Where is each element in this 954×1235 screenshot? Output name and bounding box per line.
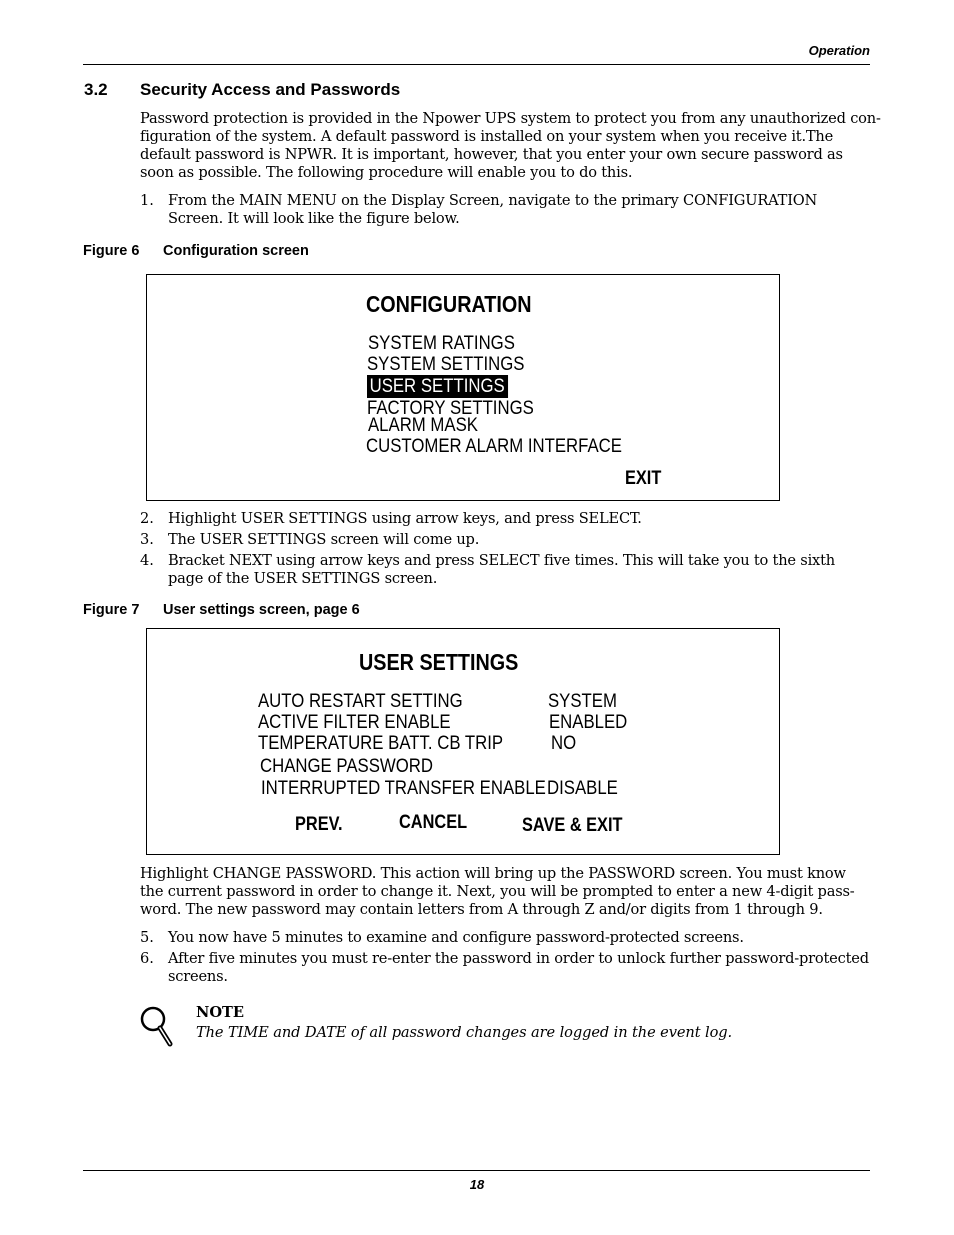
step-number: 6. bbox=[140, 950, 154, 967]
section-number: 3.2 bbox=[84, 80, 108, 99]
step-number: 5. bbox=[140, 929, 154, 946]
setting-temperature-batt-cb-trip[interactable]: TEMPERATURE BATT. CB TRIP bbox=[258, 732, 504, 754]
setting-value: SYSTEM bbox=[548, 690, 617, 712]
step-number: 1. bbox=[140, 192, 154, 209]
step-text bbox=[168, 950, 870, 986]
user-settings-screen bbox=[146, 628, 780, 855]
note-title: NOTE bbox=[196, 1004, 245, 1021]
menu-item-system-ratings[interactable]: SYSTEM RATINGS bbox=[368, 332, 515, 354]
save-exit-button[interactable]: SAVE & EXIT bbox=[522, 815, 623, 836]
header-rule bbox=[83, 64, 870, 65]
text-line: word. The new password may contain letters from A through Z and/or digits from 1 through 9. bbox=[140, 901, 823, 918]
note-text: The TIME and DATE of all password changes are logged in the event log. bbox=[196, 1024, 733, 1041]
screen-title: USER SETTINGS bbox=[359, 649, 519, 675]
configuration-screen bbox=[146, 274, 780, 501]
setting-active-filter[interactable]: ACTIVE FILTER ENABLE bbox=[258, 711, 451, 733]
figure-label: Figure 6 bbox=[83, 243, 140, 259]
step-text bbox=[168, 929, 870, 947]
section-title: Security Access and Passwords bbox=[140, 80, 401, 99]
cancel-button[interactable]: CANCEL bbox=[399, 812, 468, 833]
text-line: screens. bbox=[168, 968, 228, 985]
page-number: 18 bbox=[469, 1177, 485, 1192]
text-line: You now have 5 minutes to examine and configure password-protected screens. bbox=[168, 929, 744, 946]
footer-rule bbox=[83, 1170, 870, 1171]
menu-item-system-settings[interactable]: SYSTEM SETTINGS bbox=[367, 353, 525, 375]
text-line: After five minutes you must re-enter the password in order to unlock further password-protected bbox=[168, 950, 869, 967]
text-line: Highlight CHANGE PASSWORD. This action will bring up the PASSWORD screen. You must know bbox=[140, 865, 846, 882]
step-text bbox=[168, 510, 870, 528]
step-number: 4. bbox=[140, 552, 154, 569]
setting-value: DISABLE bbox=[547, 777, 618, 799]
text-line: Bracket NEXT using arrow keys and press SELECT five times. This will take you to the sixth bbox=[168, 552, 835, 569]
text-line: the current password in order to change it. Next, you will be prompted to enter a new 4-digit pass- bbox=[140, 883, 855, 900]
step-number: 2. bbox=[140, 510, 154, 527]
menu-item-factory-settings[interactable]: FACTORY SETTINGS bbox=[367, 397, 534, 419]
text-line: Screen. It will look like the figure below. bbox=[168, 210, 460, 227]
setting-change-password[interactable]: CHANGE PASSWORD bbox=[260, 755, 434, 777]
menu-item-customer-alarm-interface[interactable]: CUSTOMER ALARM INTERFACE bbox=[366, 435, 622, 457]
step-text bbox=[168, 192, 870, 228]
figure-label: Figure 7 bbox=[83, 602, 140, 618]
screen-title: CONFIGURATION bbox=[366, 291, 532, 317]
step-text bbox=[168, 552, 870, 588]
menu-item-alarm-mask[interactable]: ALARM MASK bbox=[368, 414, 478, 436]
prev-button[interactable]: PREV. bbox=[295, 814, 343, 835]
text-line: Highlight USER SETTINGS using arrow keys, and press SELECT. bbox=[168, 510, 642, 527]
intro-paragraph bbox=[140, 110, 881, 182]
text-line: Password protection is provided in the Npower UPS system to protect you from any unauthorized con- bbox=[140, 110, 881, 127]
running-header: Operation bbox=[808, 43, 870, 58]
setting-auto-restart[interactable]: AUTO RESTART SETTING bbox=[258, 690, 463, 712]
text-line: From the MAIN MENU on the Display Screen, navigate to the primary CONFIGURATION bbox=[168, 192, 818, 209]
setting-interrupted-transfer[interactable]: INTERRUPTED TRANSFER ENABLE bbox=[261, 777, 546, 799]
setting-value: NO bbox=[551, 732, 577, 754]
figure-caption: User settings screen, page 6 bbox=[163, 602, 360, 618]
change-password-paragraph bbox=[140, 865, 855, 919]
figure-caption: Configuration screen bbox=[163, 243, 309, 259]
text-line: soon as possible. The following procedure will enable you to do this. bbox=[140, 164, 633, 181]
text-line: default password is NPWR. It is important, however, that you enter your own secure password as bbox=[140, 146, 843, 163]
setting-value: ENABLED bbox=[549, 711, 628, 733]
text-line: page of the USER SETTINGS screen. bbox=[168, 570, 438, 587]
text-line: figuration of the system. A default password is installed on your system when you receive it.The bbox=[140, 128, 834, 145]
text-line: The USER SETTINGS screen will come up. bbox=[168, 531, 480, 548]
menu-item-user-settings[interactable]: USER SETTINGS bbox=[367, 375, 508, 398]
step-number: 3. bbox=[140, 531, 154, 548]
exit-button[interactable]: EXIT bbox=[625, 468, 662, 489]
step-text bbox=[168, 531, 870, 549]
magnifier-icon bbox=[138, 1004, 174, 1053]
